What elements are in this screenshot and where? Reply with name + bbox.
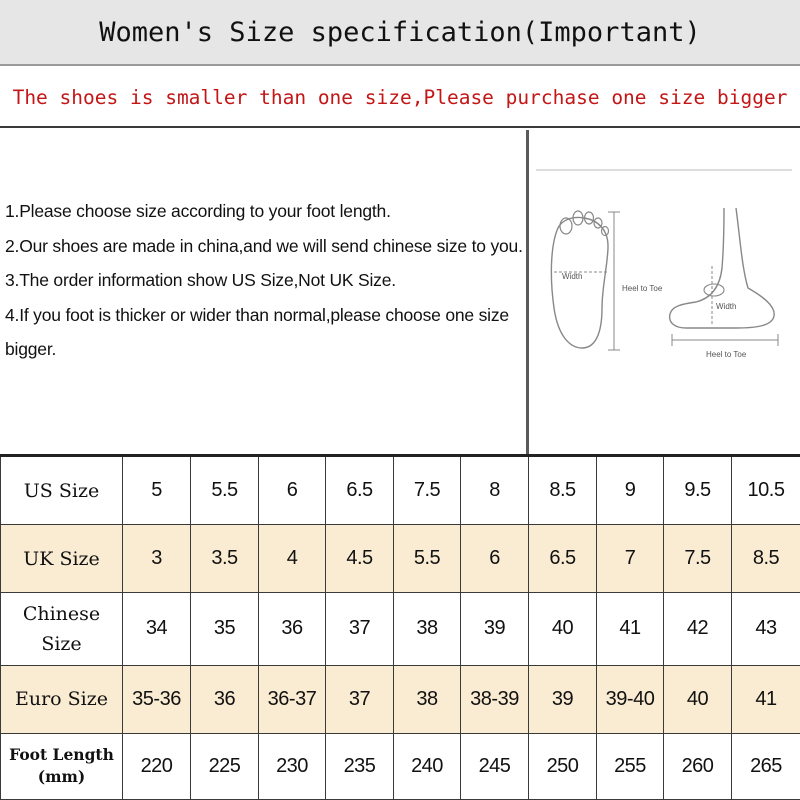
size-cell: 35 — [191, 593, 259, 665]
info-divider — [526, 130, 529, 454]
size-cell: 8.5 — [529, 456, 597, 525]
size-cell: 6 — [461, 525, 529, 593]
row-label: Foot Length (mm) — [1, 733, 123, 799]
size-cell: 260 — [664, 733, 732, 799]
width-label-side: Width — [716, 302, 737, 311]
foot-side-view-icon — [670, 208, 778, 346]
size-chart-table — [0, 454, 800, 800]
table-row-uk-size — [1, 525, 800, 593]
size-cell: 37 — [326, 665, 394, 733]
size-cell: 40 — [529, 593, 597, 665]
table-row-chinese-size — [1, 593, 800, 665]
size-cell: 7 — [597, 525, 664, 593]
size-cell: 9.5 — [664, 456, 732, 525]
size-cell: 36 — [259, 593, 326, 665]
row-label: UK Size — [1, 525, 123, 593]
size-cell: 5 — [123, 456, 191, 525]
size-cell: 39-40 — [597, 665, 664, 733]
size-cell: 230 — [259, 733, 326, 799]
size-cell: 40 — [664, 665, 732, 733]
title-bar — [0, 0, 800, 66]
size-cell: 43 — [732, 593, 800, 665]
size-cell: 38-39 — [461, 665, 529, 733]
size-cell: 240 — [394, 733, 461, 799]
size-cell: 10.5 — [732, 456, 800, 525]
notice-bar — [0, 68, 800, 128]
table-row-foot-length — [1, 733, 800, 799]
page-title: Women's Size specification(Important) — [99, 16, 701, 48]
width-label-top: Width — [562, 272, 583, 281]
row-label: Chinese Size — [1, 593, 123, 665]
instruction-item: 4.If you foot is thicker or wider than normal,please choose one size bigger. — [5, 304, 509, 359]
size-cell: 39 — [461, 593, 529, 665]
size-cell: 36-37 — [259, 665, 326, 733]
size-cell: 35-36 — [123, 665, 191, 733]
size-cell: 265 — [732, 733, 800, 799]
size-cell: 6 — [259, 456, 326, 525]
size-cell: 5.5 — [394, 525, 461, 593]
size-cell: 7.5 — [394, 456, 461, 525]
size-cell: 9 — [597, 456, 664, 525]
size-cell: 38 — [394, 665, 461, 733]
size-cell: 4.5 — [326, 525, 394, 593]
size-cell: 8.5 — [732, 525, 800, 593]
instruction-item: 3.The order information show US Size,Not UK Size. — [5, 270, 396, 290]
size-cell: 5.5 — [191, 456, 259, 525]
size-cell: 6.5 — [529, 525, 597, 593]
size-cell: 34 — [123, 593, 191, 665]
size-cell: 225 — [191, 733, 259, 799]
instruction-item: 2.Our shoes are made in china,and we will send chinese size to you. — [5, 235, 523, 256]
size-cell: 37 — [326, 593, 394, 665]
foot-measurement-diagram — [536, 168, 792, 380]
size-cell: 39 — [529, 665, 597, 733]
heel-to-toe-label-top: Heel to Toe — [622, 284, 663, 293]
size-cell: 8 — [461, 456, 529, 525]
instruction-item: 1.Please choose size according to your foot length. — [5, 201, 391, 221]
size-cell: 7.5 — [664, 525, 732, 593]
size-cell: 42 — [664, 593, 732, 665]
size-cell: 38 — [394, 593, 461, 665]
table-row-us-size — [1, 456, 800, 525]
size-cell: 245 — [461, 733, 529, 799]
instructions-list — [5, 194, 523, 367]
size-cell: 220 — [123, 733, 191, 799]
size-cell: 235 — [326, 733, 394, 799]
size-cell: 41 — [597, 593, 664, 665]
table-row-euro-size — [1, 665, 800, 733]
size-cell: 6.5 — [326, 456, 394, 525]
size-cell: 3 — [123, 525, 191, 593]
size-notice: The shoes is smaller than one size,Please purchase one size bigger — [12, 85, 788, 109]
size-cell: 36 — [191, 665, 259, 733]
size-cell: 255 — [597, 733, 664, 799]
size-cell: 3.5 — [191, 525, 259, 593]
size-cell: 41 — [732, 665, 800, 733]
heel-to-toe-label-side: Heel to Toe — [706, 350, 747, 359]
row-label: US Size — [1, 456, 123, 525]
size-cell: 4 — [259, 525, 326, 593]
row-label: Euro Size — [1, 665, 123, 733]
size-cell: 250 — [529, 733, 597, 799]
info-area — [0, 130, 800, 454]
